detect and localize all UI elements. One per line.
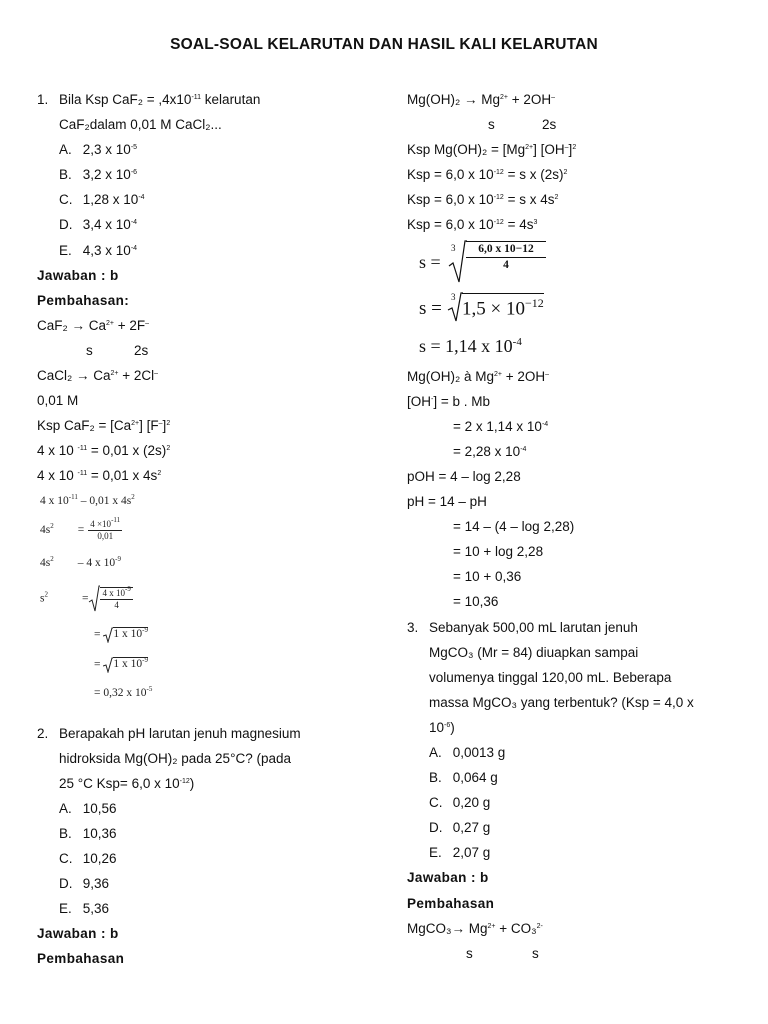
- superscript: -4: [520, 445, 527, 453]
- q2-ph-step-2: = 10 + log 2,28: [453, 544, 544, 560]
- text: Berapakah pH larutan jenuh magnesium: [59, 725, 301, 741]
- superscript: -4: [512, 335, 522, 348]
- option-letter: B.: [429, 770, 442, 786]
- superscript: 2+: [500, 94, 508, 101]
- q2-oh-step-2: [407, 439, 752, 464]
- option-exponent: -5: [130, 144, 138, 152]
- denominator: 4: [503, 258, 509, 271]
- superscript: –: [545, 370, 550, 378]
- text: = 4s: [503, 217, 534, 233]
- superscript: -12: [493, 219, 504, 227]
- text: s: [532, 945, 539, 961]
- q2-option-c[interactable]: [37, 846, 382, 871]
- denominator: 4: [114, 599, 119, 610]
- text: s: [86, 342, 93, 358]
- derivation-row-6: [94, 657, 148, 673]
- derivation-row-4: [40, 585, 133, 613]
- option-value: 2,3 x 10: [82, 142, 131, 158]
- superscript: -6: [444, 721, 451, 729]
- text: – 4 x 10: [77, 556, 116, 569]
- q2-reaction-2: [407, 364, 752, 389]
- q1-option-b[interactable]: [37, 162, 382, 187]
- superscript: −12: [524, 295, 544, 310]
- option-letter: A.: [429, 744, 442, 760]
- text: ] = b . Mb: [433, 393, 491, 409]
- option-letter: B.: [59, 167, 72, 183]
- superscript: 2: [572, 144, 577, 152]
- option-letter: E.: [59, 242, 72, 258]
- option-value: 9,36: [82, 876, 110, 892]
- text: ]: [162, 418, 167, 434]
- q1-stem-line-2: CaF₂dalam 0,01 M CaCl₂...: [59, 117, 222, 133]
- superscript: 2: [50, 554, 54, 563]
- q1-number: 1.: [37, 92, 49, 107]
- q2-reaction: [407, 87, 752, 112]
- superscript: 2+: [110, 370, 119, 378]
- q2-ksp-step-1: [407, 162, 752, 187]
- q3-option-e[interactable]: [407, 840, 752, 865]
- text: =: [94, 658, 104, 671]
- option-letter: C.: [59, 850, 73, 866]
- right-column: [407, 87, 752, 966]
- option-letter: D.: [59, 217, 73, 233]
- derivation-row-3: [40, 554, 121, 569]
- fraction: [88, 515, 122, 542]
- text: [OH: [407, 393, 432, 409]
- q1-concentration: 0,01 M: [37, 393, 79, 409]
- q1-reaction-cacl2: [37, 363, 382, 388]
- q2-option-b[interactable]: [37, 821, 382, 846]
- text: 25 °C Ksp= 6,0 x 10: [59, 775, 180, 791]
- q3-stem-line-2: MgCO₃ (Mr = 84) diuapkan sampai: [429, 644, 639, 660]
- superscript: -12: [493, 194, 504, 202]
- text: MgCO₃→ Mg: [407, 920, 488, 936]
- radicand: 1 x 10: [113, 658, 143, 671]
- option-value: 5,36: [82, 901, 110, 917]
- text: s =: [419, 297, 442, 319]
- text: 4 x 10: [40, 494, 69, 507]
- superscript: 2: [157, 470, 162, 478]
- text: ): [189, 775, 195, 791]
- fraction: [100, 584, 132, 611]
- q2-reaction-moles: [407, 112, 752, 137]
- superscript: -11: [77, 470, 88, 478]
- superscript: 2+: [525, 144, 534, 152]
- q2-stem-line-2: hidroksida Mg(OH)₂ pada 25°C? (pada: [59, 750, 292, 766]
- q1-reaction-caf2: [37, 313, 382, 338]
- text: s =: [419, 251, 441, 272]
- option-value: 3,2 x 10: [82, 167, 131, 183]
- q3-number: 3.: [407, 619, 419, 635]
- superscript: 2+: [131, 420, 140, 428]
- q3-stem-line-5: [407, 715, 752, 740]
- text: + CO₃: [495, 920, 537, 936]
- text: [419, 336, 522, 357]
- text: = 2 x 1,14 x 10: [453, 418, 542, 434]
- derivation-row-5: [94, 627, 148, 643]
- option-value: 10,56: [82, 800, 117, 816]
- text: 2s: [134, 342, 149, 358]
- option-letter: D.: [429, 820, 443, 836]
- q1-ksp-step-2: [37, 463, 382, 488]
- superscript: 2: [131, 492, 135, 501]
- q2-ksp-expression: [407, 137, 752, 162]
- superscript: -4: [541, 420, 549, 428]
- option-letter: B.: [59, 825, 72, 841]
- fraction: [466, 241, 546, 273]
- q3-reaction: [407, 916, 752, 941]
- option-letter: C.: [59, 192, 73, 208]
- q2-ph-result: = 10,36: [453, 594, 499, 610]
- q2-stem-line-1: [37, 721, 382, 746]
- superscript: 2: [166, 420, 171, 428]
- q2-ph: pH = 14 – pH: [407, 494, 487, 510]
- q2-discussion-label: Pembahasan: [37, 951, 125, 967]
- superscript: –: [551, 94, 556, 101]
- superscript: 2-: [536, 922, 543, 930]
- q2-ph-step-3: = 10 + 0,36: [453, 569, 522, 585]
- radicand: 1 x 10: [113, 628, 143, 641]
- text: Ksp Mg(OH)₂ = [Mg: [407, 142, 526, 158]
- superscript: 3: [533, 219, 538, 227]
- q1-answer: Jawaban : b: [37, 267, 119, 283]
- square-root-symbol: [88, 585, 100, 613]
- text: ): [450, 719, 455, 735]
- q2-oh-concentration: [407, 389, 752, 414]
- q3-discussion-label: Pembahasan: [407, 895, 495, 911]
- q1-ksp-expression: [37, 413, 382, 438]
- superscript: -: [431, 395, 434, 403]
- q2-ksp-step-2: [407, 187, 752, 212]
- q1-option-e[interactable]: [37, 238, 382, 263]
- derivation-row-7: [94, 684, 153, 699]
- option-value: 3,4 x 10: [82, 217, 131, 233]
- text: = 2,28 x 10: [453, 443, 521, 459]
- q1-option-d[interactable]: [37, 212, 382, 237]
- text: Mg(OH)₂ → Mg: [407, 92, 500, 107]
- option-letter: A.: [59, 800, 72, 816]
- q2-poh: pOH = 4 – log 2,28: [407, 468, 521, 484]
- q3-reaction-moles: [407, 941, 752, 966]
- text: =: [81, 592, 89, 605]
- q3-stem-line-3: volumenya tinggal 120,00 mL. Beberapa: [429, 669, 672, 685]
- q2-stem-line-3: [37, 771, 382, 796]
- superscript: –: [564, 144, 569, 152]
- text: + 2OH: [501, 368, 546, 384]
- text: Ksp = 6,0 x 10: [407, 167, 494, 183]
- text: Sebanyak 500,00 mL larutan jenuh: [429, 619, 638, 635]
- text: 1,5 × 10: [462, 297, 525, 319]
- q3-stem-line-4: massa MgCO₃ yang terbentuk? (Ksp = 4,0 x: [429, 694, 694, 710]
- text: ] [OH: [533, 142, 565, 158]
- superscript: -12: [493, 169, 504, 177]
- superscript: 2: [166, 445, 171, 453]
- text: s: [488, 117, 495, 133]
- option-value: 4,3 x 10: [82, 242, 131, 258]
- text: = 0,01 x 4s: [87, 468, 158, 484]
- option-exponent: -6: [130, 169, 138, 177]
- text: + 2F: [114, 317, 146, 333]
- superscript: 2+: [494, 370, 502, 378]
- option-letter: E.: [429, 845, 442, 861]
- q1-text-end: kelarutan: [201, 92, 261, 107]
- derivation-row-1: [40, 492, 135, 507]
- q1-stem-line-1: [37, 87, 382, 112]
- q3-option-d[interactable]: [407, 815, 752, 840]
- q2-answer: Jawaban : b: [37, 926, 119, 942]
- formula-cube-root-fraction: [407, 238, 752, 292]
- q1-text: Bila Ksp CaF₂ = ,4x10: [59, 92, 192, 107]
- text: Mg(OH)₂ à Mg: [407, 368, 494, 384]
- superscript: 2: [554, 194, 559, 202]
- superscript: -9: [142, 626, 148, 635]
- text: Ksp CaF₂ = [Ca: [37, 418, 132, 434]
- option-value: 10,26: [82, 850, 117, 866]
- superscript: -9: [115, 554, 121, 563]
- text: =: [94, 628, 104, 641]
- text: Ksp = 6,0 x 10: [407, 217, 494, 233]
- option-value: 0,0013 g: [452, 744, 506, 760]
- text: = s x 4s: [503, 192, 555, 208]
- q2-option-e[interactable]: [37, 896, 382, 921]
- superscript: 2: [563, 169, 568, 177]
- q1-discussion-label: Pembahasan:: [37, 292, 130, 308]
- option-letter: E.: [59, 901, 72, 917]
- option-exponent: -4: [130, 219, 138, 227]
- option-exponent: -4: [130, 244, 138, 252]
- superscript: -11: [68, 492, 78, 501]
- q2-number: 2.: [37, 725, 49, 741]
- root-index: 3: [451, 242, 456, 253]
- formula-result: [407, 328, 752, 364]
- root-index: 3: [451, 291, 456, 302]
- text: 4 x 10: [37, 443, 78, 459]
- superscript: –: [145, 319, 150, 327]
- text: 4 x 10: [37, 468, 78, 484]
- q1-option-c[interactable]: [37, 187, 382, 212]
- text: = s x (2s): [503, 167, 564, 183]
- superscript: –: [154, 370, 159, 378]
- superscript: –: [158, 420, 163, 428]
- text: CaCl₂ → Ca: [37, 368, 111, 384]
- text: + 2OH: [507, 92, 552, 107]
- q3-option-a[interactable]: [407, 740, 752, 765]
- text: ]: [568, 142, 573, 158]
- superscript: -11: [111, 515, 121, 524]
- numerator: 6,0 x 10−12: [466, 242, 546, 258]
- superscript: 2+: [106, 319, 114, 327]
- radicand: [462, 293, 544, 320]
- superscript: 2+: [487, 922, 496, 930]
- denominator: 0,01: [97, 530, 114, 541]
- text: 2s: [542, 117, 557, 133]
- q1-option-a[interactable]: [37, 137, 382, 162]
- text: + 2Cl: [118, 368, 155, 384]
- option-letter: A.: [59, 142, 72, 158]
- text: Ksp = 6,0 x 10: [407, 192, 494, 208]
- text: s = 1,14 x 10: [419, 335, 513, 356]
- option-value: 10,36: [82, 825, 117, 841]
- cube-root-symbol: [447, 292, 463, 322]
- text: 4s: [40, 556, 51, 569]
- q3-stem-line-1: [407, 615, 752, 640]
- numerator: 4 ×10: [90, 518, 112, 529]
- text: = 0,01 x (2s): [87, 443, 167, 459]
- text: CaF₂ → Ca: [37, 317, 107, 333]
- page-title: SOAL-SOAL KELARUTAN DAN HASIL KALI KELARUTAN: [170, 36, 598, 53]
- q1-ksp-step-1: [37, 438, 382, 463]
- cube-root-symbol: [447, 240, 467, 284]
- text: s: [40, 592, 45, 605]
- text: – 0,01 x 4s: [77, 494, 132, 507]
- q2-option-a[interactable]: [37, 796, 382, 821]
- text: =: [77, 523, 85, 536]
- option-exponent: -4: [138, 194, 145, 202]
- option-letter: C.: [429, 795, 443, 811]
- derivation-row-2: [40, 515, 122, 542]
- option-value: 0,20 g: [452, 795, 491, 811]
- text: ] [F: [139, 418, 159, 434]
- text: 10: [429, 719, 445, 735]
- superscript: 2: [44, 590, 48, 599]
- superscript: -9: [124, 584, 131, 593]
- numerator: 4 x 10: [102, 587, 125, 598]
- formula-cube-root: [407, 292, 752, 328]
- square-root-symbol: [103, 627, 113, 643]
- option-value: 2,07 g: [452, 845, 491, 861]
- square-root-symbol: [103, 657, 113, 673]
- text: 4s: [40, 523, 51, 536]
- option-value: 0,064 g: [452, 770, 498, 786]
- q3-option-c[interactable]: [407, 790, 752, 815]
- option-value: 0,27 g: [452, 820, 491, 836]
- q2-option-d[interactable]: [37, 871, 382, 896]
- q1-exponent: -11: [191, 94, 202, 101]
- superscript: 2: [50, 521, 54, 530]
- option-value: 1,28 x 10: [82, 192, 139, 208]
- text: = 0,32 x 10: [94, 686, 147, 699]
- superscript: -5: [146, 684, 153, 693]
- superscript: -9: [142, 656, 148, 665]
- q3-option-b[interactable]: [407, 765, 752, 790]
- superscript: -12: [179, 777, 190, 785]
- left-column: [37, 87, 382, 971]
- option-letter: D.: [59, 876, 73, 892]
- q2-oh-step-1: [407, 414, 752, 439]
- text: s: [466, 945, 473, 961]
- q3-answer: Jawaban : b: [407, 870, 489, 886]
- q1-reaction-caf2-moles: [37, 338, 382, 363]
- superscript: -11: [77, 445, 88, 453]
- q2-ph-step-1: = 14 – (4 – log 2,28): [453, 519, 575, 535]
- q1-derivation: [37, 489, 382, 721]
- q2-ksp-step-3: [407, 212, 752, 237]
